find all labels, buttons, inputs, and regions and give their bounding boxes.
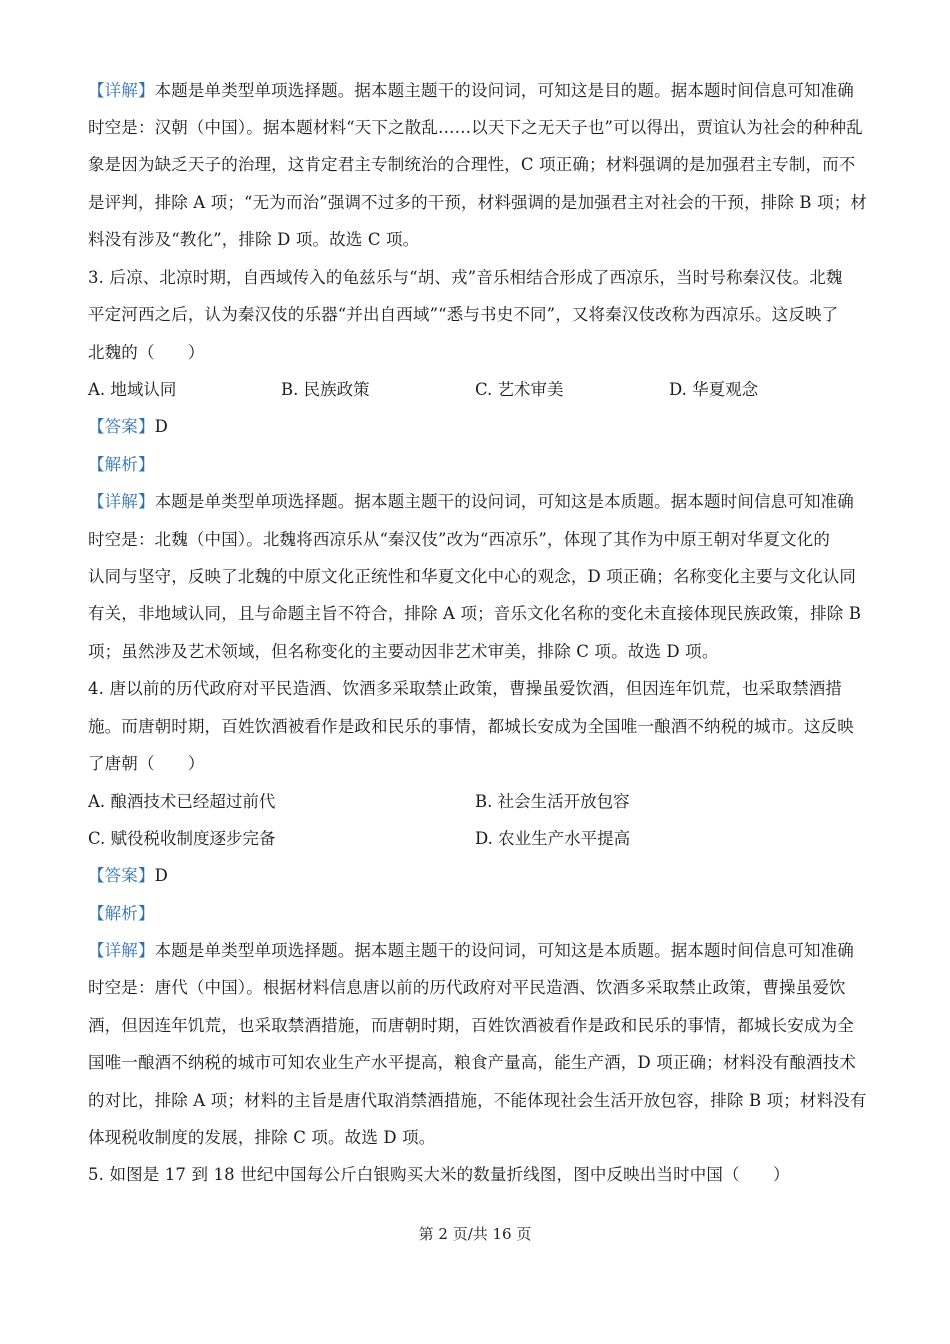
q4-option-b: B. 社会生活开放包容	[475, 792, 630, 811]
answer-tag: 【答案】	[88, 417, 155, 436]
q3-stem-line-1: 3. 后凉、北凉时期，自西域传入的龟兹乐与“胡、戎”音乐相结合形成了西凉乐，当时号称秦汉伎。北魏	[88, 268, 843, 287]
q4-detail-line-3: 酒，但因连年饥荒，也采取禁酒措施，而唐朝时期，百姓饮酒被看作是政和民乐的事情，都城长安成为全	[88, 1016, 854, 1035]
q2-detail-line-5: 料没有涉及“教化”，排除 D 项。故选 C 项。	[88, 230, 420, 249]
q2-detail-line-3: 象是因为缺乏天子的治理，这肯定君主专制统治的合理性，C 项正确；材料强调的是加强君主专制，而不	[88, 155, 856, 174]
analysis-tag: 【解析】	[88, 904, 155, 923]
answer-value: D	[154, 417, 168, 436]
q3-option-a: A. 地域认同	[88, 380, 177, 399]
q3-answer	[88, 416, 868, 438]
q3-detail-line-3: 认同与坚守，反映了北魏的中原文化正统性和华夏文化中心的观念，D 项正确；名称变化主要与文化认同	[88, 567, 857, 586]
q2-detail-line-1: 【详解】本题是单类型单项选择题。据本题主题干的设问词，可知这是目的题。据本题时间信息可知准确	[88, 81, 854, 100]
q3-detail-line-2: 时空是：北魏（中国）。北魏将西凉乐从“秦汉伎”改为“西凉乐”，体现了其作为中原王朝对华夏文化的	[88, 530, 831, 549]
answer-tag: 【答案】	[88, 866, 155, 885]
q4-option-d: D. 农业生产水平提高	[475, 829, 631, 848]
q3-stem-line-3: 北魏的（ ）	[88, 343, 205, 362]
q4-detail-line-5: 的对比，排除 A 项；材料的主旨是唐代取消禁酒措施，不能体现社会生活开放包容，排除 B 项；材料没有	[88, 1091, 867, 1110]
q4-detail-line-6: 体现税收制度的发展，排除 C 项。故选 D 项。	[88, 1128, 436, 1147]
page-footer: 第 2 页/共 16 页	[418, 1225, 532, 1243]
answer-value: D	[154, 866, 168, 885]
q5-stem: 5. 如图是 17 到 18 世纪中国每公斤白银购买大米的数量折线图，图中反映出当时中国（ ）	[88, 1165, 790, 1184]
q4-stem-line-3: 了唐朝（ ）	[88, 754, 205, 773]
q4-option-a: A. 酿酒技术已经超过前代	[88, 792, 276, 811]
q3-analysis	[88, 454, 868, 476]
q4-stem-line-2: 施。而唐朝时期，百姓饮酒被看作是政和民乐的事情，都城长安成为全国唯一酿酒不纳税的城市。这反映	[88, 717, 854, 736]
q3-detail-line-4: 有关，非地域认同，且与命题主旨不符合，排除 A 项；音乐文化名称的变化未直接体现民族政策，排除 B	[88, 604, 862, 623]
q3-option-d: D. 华夏观念	[669, 380, 759, 399]
q3-option-b: B. 民族政策	[281, 380, 370, 399]
q4-detail-line-2: 时空是：唐代（中国）。根据材料信息唐以前的历代政府对平民造酒、饮酒多采取禁止政策，曹操虽爱饮	[88, 978, 846, 997]
q3-stem-line-2: 平定河西之后，认为秦汉伎的乐器“并出自西域”“悉与书史不同”，又将秦汉伎改称为西凉乐。这反映了	[88, 305, 839, 324]
q4-answer	[88, 865, 868, 887]
q4-detail-line-1: 【详解】本题是单类型单项选择题。据本题主题干的设问词，可知这是本质题。据本题时间信息可知准确	[88, 941, 854, 960]
detail-tag: 【详解】	[88, 941, 155, 960]
q3-option-c: C. 艺术审美	[475, 380, 564, 399]
analysis-tag: 【解析】	[88, 455, 155, 474]
q4-analysis	[88, 903, 868, 925]
detail-tag: 【详解】	[88, 81, 155, 100]
detail-tag: 【详解】	[88, 492, 155, 511]
q4-stem-line-1: 4. 唐以前的历代政府对平民造酒、饮酒多采取禁止政策，曹操虽爱饮酒，但因连年饥荒，也采取禁酒措	[88, 679, 843, 698]
q3-detail-line-1: 【详解】本题是单类型单项选择题。据本题主题干的设问词，可知这是本质题。据本题时间信息可知准确	[88, 492, 854, 511]
q4-detail-line-4: 国唯一酿酒不纳税的城市可知农业生产水平提高，粮食产量高，能生产酒，D 项正确；材料没有酿酒技术	[88, 1053, 857, 1072]
q4-option-c: C. 赋役税收制度逐步完备	[88, 829, 276, 848]
q2-detail-line-2: 时空是：汉朝（中国）。据本题材料“天下之散乱……以天下之无天子也”可以得出，贾谊认为社会的种种乱	[88, 118, 863, 137]
q3-detail-line-5: 项；虽然涉及艺术领域，但名称变化的主要动因非艺术审美，排除 C 项。故选 D 项。	[88, 642, 719, 661]
q2-detail-line-4: 是评判，排除 A 项；“无为而治”强调不过多的干预，材料强调的是加强君主对社会的干预，排除 B 项；材	[88, 193, 868, 212]
